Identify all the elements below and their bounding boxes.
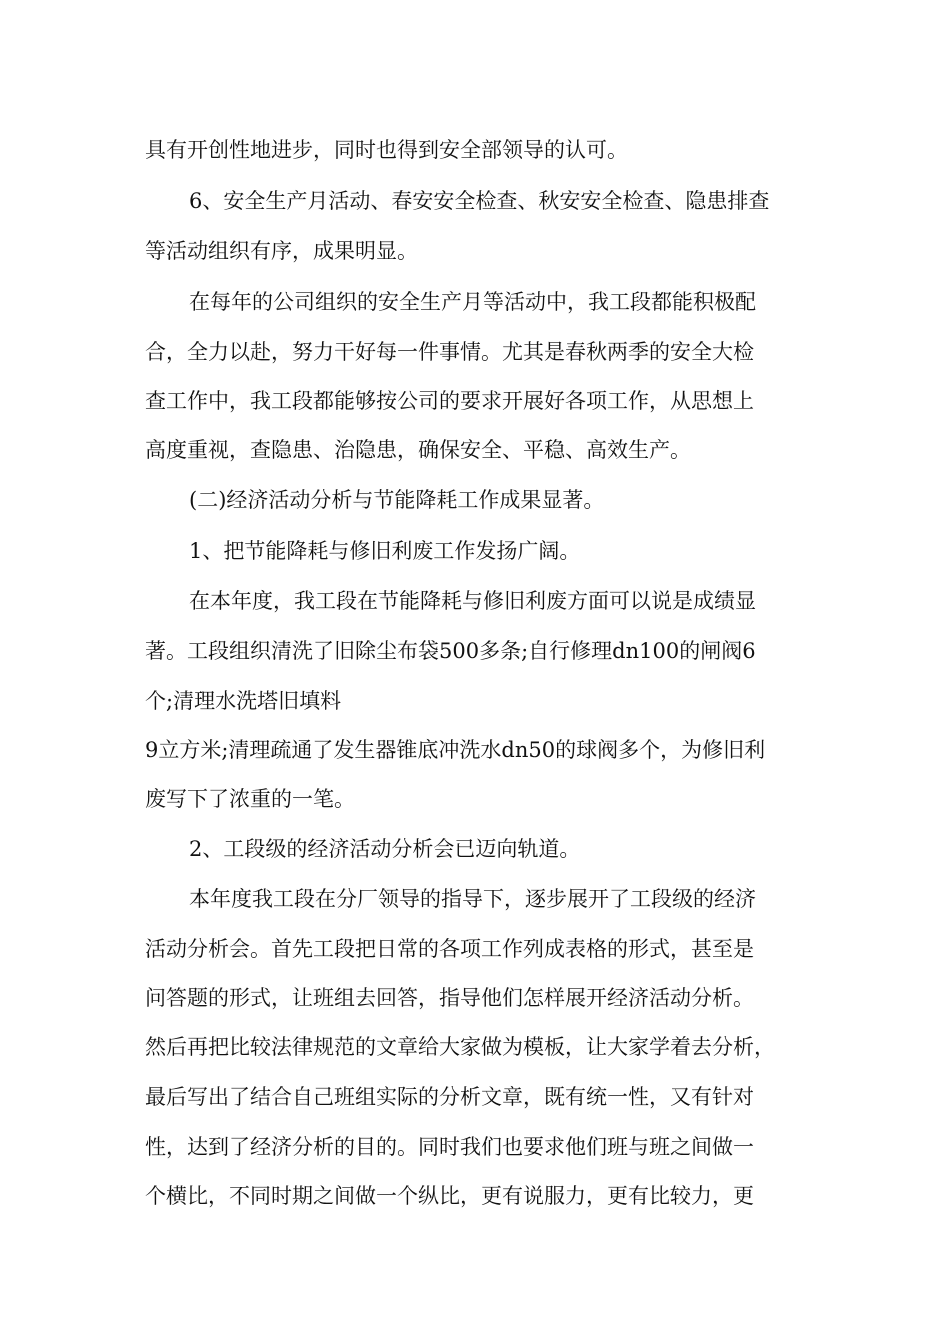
text-line: 活动分析会。首先工段把日常的各项工作列成表格的形式，甚至是 [145, 937, 754, 961]
text-line: 在每年的公司组织的安全生产月等活动中，我工段都能积极配 [189, 290, 756, 314]
text-line: 1、把节能降耗与修旧利废工作发扬广阔。 [189, 539, 581, 563]
text-line: 废写下了浓重的一笔。 [145, 787, 355, 811]
text-line: 查工作中，我工段都能够按公司的要求开展好各项工作，从思想上 [145, 389, 754, 413]
text-line: 具有开创性地进步，同时也得到安全部领导的认可。 [145, 138, 628, 162]
text-line: 个横比，不同时期之间做一个纵比，更有说服力，更有比较力，更 [145, 1184, 754, 1208]
text-line: 6、安全生产月活动、春安安全检查、秋安安全检查、隐患排查 [189, 189, 770, 213]
text-line: 然后再把比较法律规范的文章给大家做为模板，让大家学着去分析， [145, 1035, 775, 1059]
text-line: 在本年度，我工段在节能降耗与修旧利废方面可以说是成绩显 [189, 589, 756, 613]
text-line: 合，全力以赴，努力干好每一件事情。尤其是春秋两季的安全大检 [145, 340, 754, 364]
text-line: 著。工段组织清洗了旧除尘布袋500多条;自行修理dn100的闸阀6 [145, 639, 756, 663]
text-line: 本年度我工段在分厂领导的指导下，逐步展开了工段级的经济 [189, 887, 756, 911]
text-line: 2、工段级的经济活动分析会已迈向轨道。 [189, 837, 581, 861]
text-line: 最后写出了结合自己班组实际的分析文章，既有统一性，又有针对 [145, 1085, 754, 1109]
text-line: 个;清理水洗塔旧填料 [145, 689, 342, 713]
text-line: 性，达到了经济分析的目的。同时我们也要求他们班与班之间做一 [145, 1135, 754, 1159]
text-line: 9立方米;清理疏通了发生器锥底冲洗水dn50的球阀多个，为修旧利 [145, 738, 766, 762]
text-line: 高度重视，查隐患、治隐患，确保安全、平稳、高效生产。 [145, 438, 691, 462]
text-line: 等活动组织有序，成果明显。 [145, 239, 418, 263]
text-line: (二)经济活动分析与节能降耗工作成果显著。 [189, 488, 605, 512]
text-line: 问答题的形式，让班组去回答，指导他们怎样展开经济活动分析。 [145, 986, 754, 1010]
